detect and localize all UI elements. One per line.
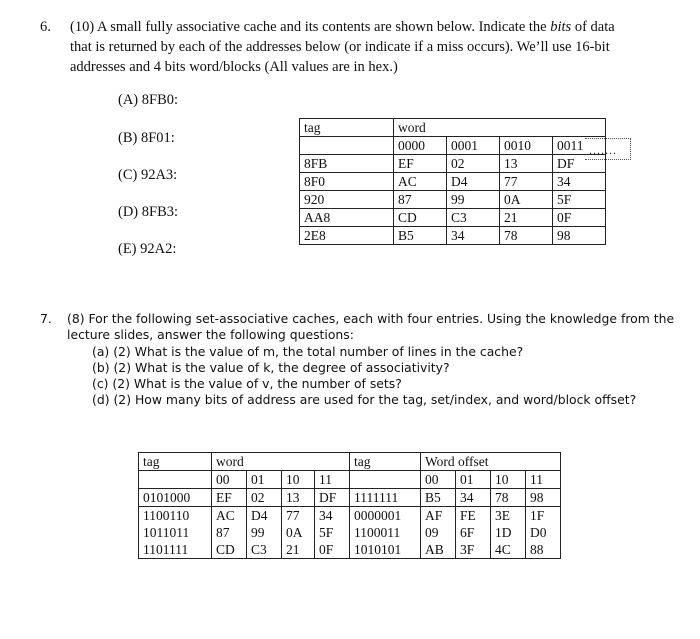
word-cell: 21 [500, 209, 553, 227]
tag-cell: 1011011 [139, 524, 212, 541]
word-col: 00 [212, 471, 247, 489]
question-6 [40, 17, 680, 81]
table-row [139, 507, 561, 525]
word-cell: 98 [526, 489, 561, 507]
word-col: 01 [247, 471, 282, 489]
question-line: that is returned by each of the addresses below (or indicate if a miss occurs). We’ll use 16-bit [70, 39, 610, 55]
word-col: 0001 [447, 137, 500, 155]
word-cell: B5 [421, 489, 456, 507]
word-cell: CD [394, 209, 447, 227]
text-italic: bits [550, 19, 572, 35]
sub-question-b: (b) (2) What is the value of k, the degree of associativity? [92, 360, 450, 375]
word-cell: 1D [491, 524, 526, 541]
word-cell: 98 [553, 227, 606, 245]
word-header: word [394, 119, 606, 137]
word-cell: 0A [282, 524, 315, 541]
tag-cell: AA8 [300, 209, 394, 227]
word-cell: 34 [315, 507, 350, 525]
word-cell: DF [553, 155, 606, 173]
word-col: 0011 [553, 137, 606, 155]
word-cell: 34 [553, 173, 606, 191]
word-cell: 0F [553, 209, 606, 227]
word-cell: 0A [500, 191, 553, 209]
word-cell: B5 [394, 227, 447, 245]
table-row [300, 155, 606, 173]
word-cell: 6F [456, 524, 491, 541]
word-cell: C3 [447, 209, 500, 227]
word-col: 00 [421, 471, 456, 489]
word-col: 10 [491, 471, 526, 489]
word-col: 10 [282, 471, 315, 489]
tag-cell: 1101111 [139, 541, 212, 559]
set-associative-cache-table [138, 452, 561, 559]
table-header-row [139, 453, 561, 471]
tag-cell: 1100011 [350, 524, 421, 541]
table-cell [300, 137, 394, 155]
word-cell: 88 [526, 541, 561, 559]
word-col: 11 [526, 471, 561, 489]
word-cell: 78 [491, 489, 526, 507]
continuation-dots: ....... [589, 143, 617, 157]
table-row [300, 209, 606, 227]
word-col: 11 [315, 471, 350, 489]
word-cell: 3F [456, 541, 491, 559]
word-cell: 4C [491, 541, 526, 559]
tag-cell: 0101000 [139, 489, 212, 507]
address-a: (A) 8FB0: [118, 92, 179, 108]
tag-cell: 1010101 [350, 541, 421, 559]
question-line: addresses and 4 bits word/blocks (All values are in hex.) [70, 59, 398, 75]
word-cell: 87 [394, 191, 447, 209]
table-row [139, 489, 561, 507]
address-d: (D) 8FB3: [118, 204, 179, 220]
word-cell: 13 [500, 155, 553, 173]
word-cell: 34 [447, 227, 500, 245]
tag-cell: 8F0 [300, 173, 394, 191]
word-col: 0000 [394, 137, 447, 155]
address-b: (B) 8F01: [118, 130, 175, 146]
word-cell: AF [421, 507, 456, 525]
word-cell: 77 [500, 173, 553, 191]
word-cell: D0 [526, 524, 561, 541]
word-cell: 0F [315, 541, 350, 559]
question-line [70, 17, 665, 37]
table-header-row [300, 119, 606, 137]
table-row [300, 191, 606, 209]
continuation-box [585, 138, 631, 160]
word-cell: 09 [421, 524, 456, 541]
word-cell: 77 [282, 507, 315, 525]
question-6-text [70, 17, 665, 77]
tag-cell: 2E8 [300, 227, 394, 245]
word-cell: 02 [247, 489, 282, 507]
sub-question-a: (a) (2) What is the value of m, the total number of lines in the cache? [92, 344, 524, 359]
table-row [139, 524, 561, 541]
word-cell: AB [421, 541, 456, 559]
question-number: 6. [40, 19, 51, 35]
tag-cell: 8FB [300, 155, 394, 173]
tag-cell: 1111111 [350, 489, 421, 507]
word-col: 01 [456, 471, 491, 489]
table-subheader-row [300, 137, 606, 155]
text-segment: of data [571, 19, 615, 35]
question-line: lecture slides, answer the following questions: [67, 327, 354, 342]
word-col: 0010 [500, 137, 553, 155]
table-row [139, 541, 561, 559]
address-e: (E) 92A2: [118, 241, 177, 257]
word-cell: 3E [491, 507, 526, 525]
word-offset-header: Word offset [421, 453, 561, 471]
word-cell: 78 [500, 227, 553, 245]
sub-question-d: (d) (2) How many bits of address are used for the tag, set/index, and word/block offset? [92, 392, 637, 407]
word-cell: D4 [247, 507, 282, 525]
word-cell: EF [212, 489, 247, 507]
word-cell: 34 [456, 489, 491, 507]
table-cell [350, 471, 421, 489]
word-header: word [212, 453, 350, 471]
tag-cell: 1100110 [139, 507, 212, 525]
table-row [300, 173, 606, 191]
table-row [300, 227, 606, 245]
word-cell: 21 [282, 541, 315, 559]
word-cell: 5F [315, 524, 350, 541]
question-number: 7. [40, 311, 52, 326]
text-segment: (10) A small fully associative cache and its contents are shown below. Indicate the [70, 19, 551, 35]
tag-header: tag [350, 453, 421, 471]
word-cell: 5F [553, 191, 606, 209]
word-cell: DF [315, 489, 350, 507]
tag-header: tag [139, 453, 212, 471]
fully-associative-cache-table [299, 118, 606, 245]
word-cell: AC [212, 507, 247, 525]
question-line: (8) For the following set-associative caches, each with four entries. Using the knowledge from the [67, 311, 675, 326]
table-subheader-row [139, 471, 561, 489]
word-cell: AC [394, 173, 447, 191]
sub-question-c: (c) (2) What is the value of v, the number of sets? [92, 376, 402, 391]
word-cell: EF [394, 155, 447, 173]
word-cell: 99 [447, 191, 500, 209]
address-c: (C) 92A3: [118, 167, 178, 183]
tag-header: tag [300, 119, 394, 137]
word-cell: 99 [247, 524, 282, 541]
word-cell: FE [456, 507, 491, 525]
word-cell: 02 [447, 155, 500, 173]
table-cell [139, 471, 212, 489]
word-cell: C3 [247, 541, 282, 559]
word-cell: 13 [282, 489, 315, 507]
word-cell: D4 [447, 173, 500, 191]
word-cell: 87 [212, 524, 247, 541]
tag-cell: 0000001 [350, 507, 421, 525]
word-cell: CD [212, 541, 247, 559]
tag-cell: 920 [300, 191, 394, 209]
word-cell: 1F [526, 507, 561, 525]
